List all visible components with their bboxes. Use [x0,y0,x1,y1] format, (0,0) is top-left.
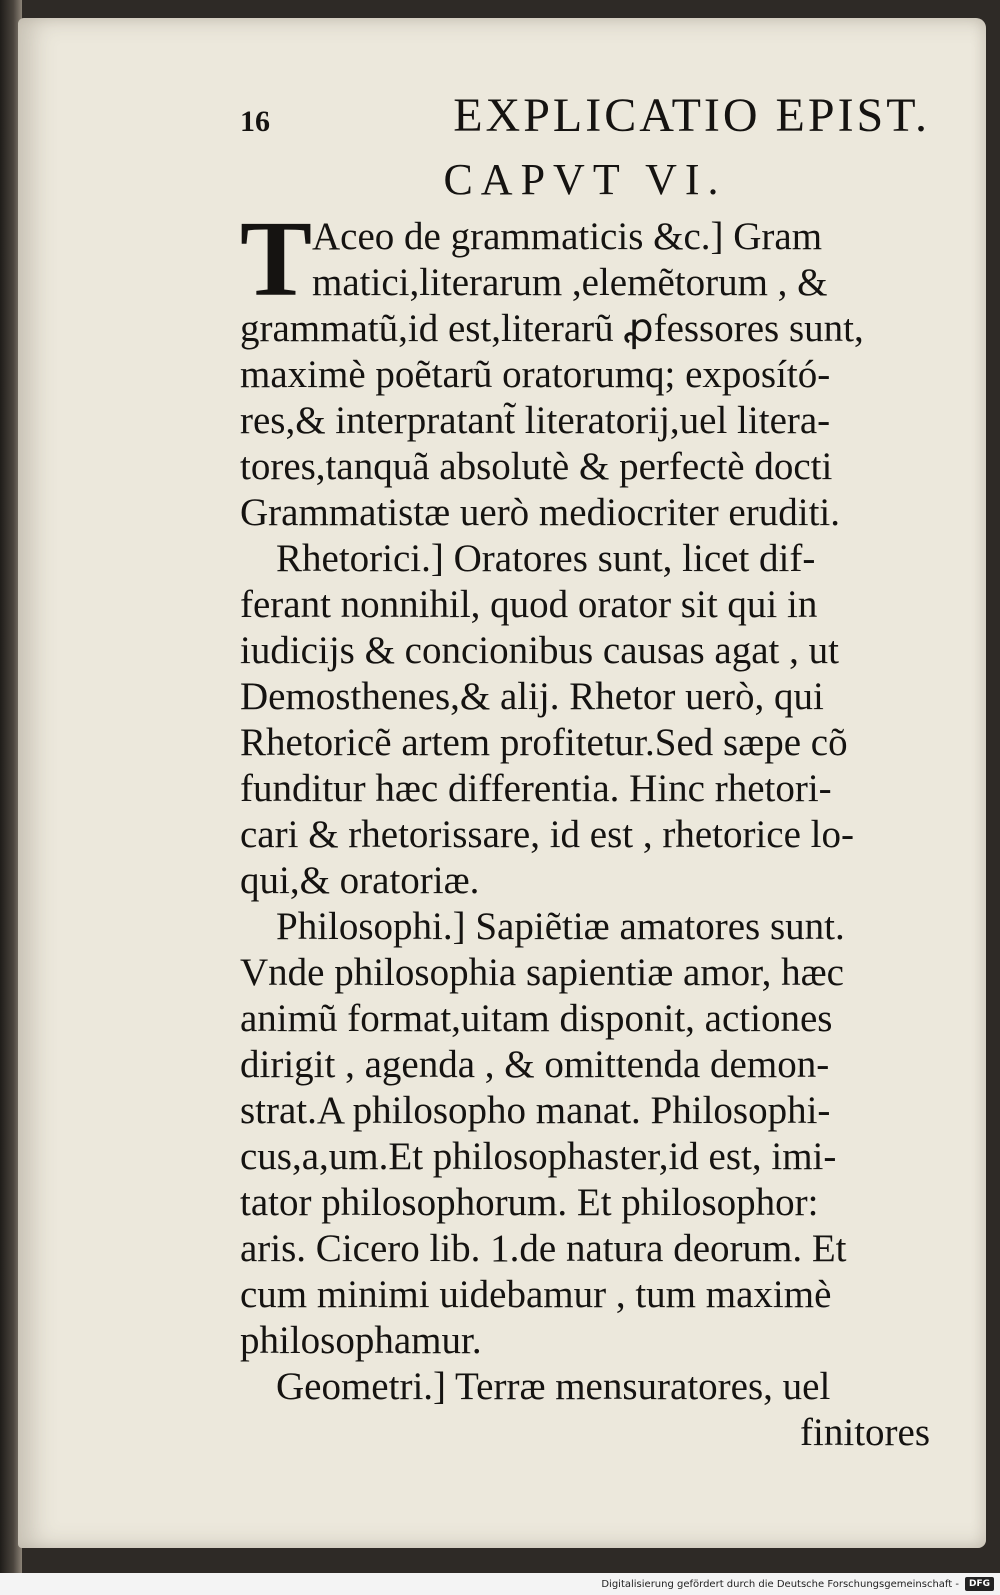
folio-number: 16 [240,105,270,138]
text-line: tores,tanquã absolutè & perfectè docti [240,445,833,488]
book-page [18,18,986,1548]
drop-cap-initial: T [240,200,313,319]
text-line: tator philosophorum. Et philosophor: [240,1181,819,1224]
text-line: maximè poẽtarũ oratorumq; exposító- [240,353,831,396]
text-line: Grammatistæ uerò mediocriter eruditi. [240,491,840,534]
text-line: Demosthenes,& alij. Rhetor uerò, qui [240,675,824,718]
text-line: Rhetoricẽ artem profitetur.Sed sæpe cõ [240,721,848,764]
catchword: finitores [800,1411,930,1454]
chapter-title: CAPVT VI. [443,155,727,204]
text-line: ferant nonnihil, quod orator sit qui in [240,583,818,626]
running-head: EXPLICATIO EPIST. [453,89,930,142]
page-text-block [240,88,930,1456]
first-paragraph [240,200,930,319]
text-line: res,& interpratant̃ literatorij,uel litera- [240,399,831,442]
text-line: iudicijs & concionibus causas agat , ut [240,629,839,672]
text-line: funditur hæc differentia. Hinc rhetori- [240,767,832,810]
text-line: matici,literarum ,elemẽtorum , & [312,261,828,304]
text-line: dirigit , agenda , & omittenda demon- [240,1043,830,1086]
text-line: animũ format,uitam disponit, actiones [240,997,833,1040]
text-line: Rhetorici.] Oratores sunt, licet dif- [276,537,816,580]
text-line: Geometri.] Terræ mensuratores, uel [276,1365,831,1408]
text-line: Aceo de grammaticis &c.] Gram [312,215,823,258]
text-line: aris. Cicero lib. 1.de natura deorum. Et [240,1227,847,1270]
text-line: philosophamur. [240,1319,482,1362]
text-line: cus,a,um.Et philosophaster,id est, imi- [240,1135,837,1178]
text-line: cari & rhetorissare, id est , rhetorice lo- [240,813,855,856]
text-line: qui,& oratoriæ. [240,859,480,902]
digitization-footer [0,1573,1000,1595]
text-line: cum minimi uidebamur , tum maximè [240,1273,832,1316]
text-line: Vnde philosophia sapientiæ amor, hæc [240,951,844,994]
text-line: grammatũ,id est,literarũ ꝓfessores sunt, [240,307,864,350]
page-header [240,88,930,148]
text-line: strat.A philosopho manat. Philosophi- [240,1089,831,1132]
text-line: Philosophi.] Sapiẽtiæ amatores sunt. [276,905,845,948]
dfg-logo: DFG [965,1577,994,1591]
footer-credit: Digitalisierung gefördert durch die Deutsche Forschungsgemeinschaft - [601,1578,959,1590]
